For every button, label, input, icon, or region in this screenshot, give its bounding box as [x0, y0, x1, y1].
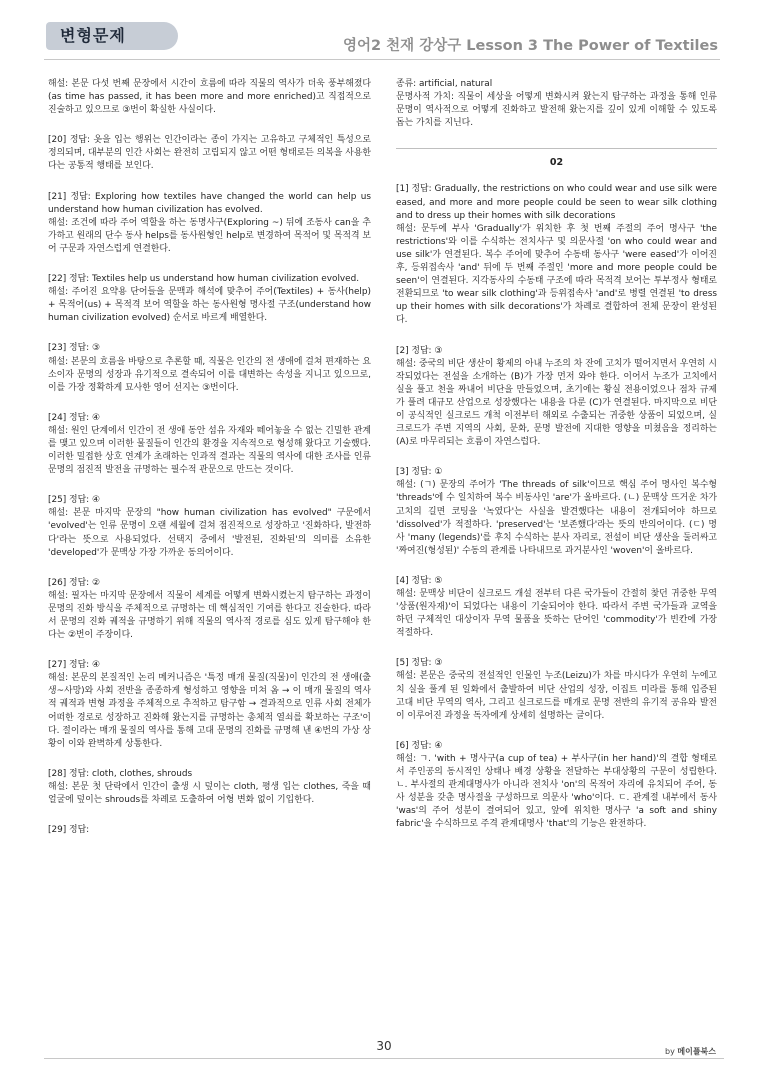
answer-block: [23] 정답: ③ 해설: 본문의 흐름을 바탕으로 추론할 때, 직물은 인간의 전 생애에 걸쳐 편재하는 요소이자 문명의 성장과 유기적으로 결속되어 이를 대변하는 속성을 지니고 있으므로, 이를 가장 정확하게 묘사한 영어 선지는 ③번이다. — [48, 343, 371, 393]
answer-block: [4] 정답: ⑤ 해설: 문맥상 비단이 실크로드 개설 전부터 다른 국가들이 간절히 찾던 귀중한 무역 '상품(원자재)'이 되었다는 내용이 기술되어야 한다. 따라서 주변 국가들과 교역을 하던 구체적인 대상이자 무역 물품을 뜻하는 단어인 'commodity'가 빈칸에 가장 적절하다. — [396, 575, 717, 639]
page-header-title: 영어2 천재 강상구 Lesson 3 The Power of Textiles — [342, 38, 718, 54]
answer-block: [21] 정답: Exploring how textiles have changed the world can help us understand how human civilization has evolved. 해설: 조건에 따라 주어 역할을 하는 동명사구(Exploring ~) 뒤에 조동사 can을 추가하고 원래의 단수 동사 helps를 동사원형인 help로 변경하여 목적어 및 목적격 보어 구문과 자연스럽게 연결한다. — [48, 191, 371, 254]
answer-block: [1] 정답: Gradually, the restrictions on who could wear and use silk were eased, and more and more people could be seen to wear silk clothing and to dress up their homes with silk decorations 해설: 문두에 부사 'Gradually'가 위치한 후 첫 번째 주절의 주어 명사구 'the restrictions'와 이를 수식하는 전치사구 및 의문사절 'on who could wear and use silk'가 연결된다. 복수 주어에 맞추어 수동태 동사구 'were eased'가 이어진 후, 등위접속사 'and' 뒤에 두 번째 주절인 'more and more people could be seen'이 연결된다. 지각동사의 수동태 구조에 따라 목적격 보어는 투부정사 형태로 전환되므로 'to wear silk clothing'과 등위접속사 'and'로 병렬 연결된 'to dress up their homes with silk decorations'가 차례로 결합하여 전체 문장이 완성된다. — [396, 184, 717, 326]
answer-block: [29] 정답: — [48, 825, 90, 836]
brand-prefix: by — [665, 1047, 675, 1056]
brand-name: 메이플북스 — [677, 1047, 716, 1056]
answer-block: [28] 정답: cloth, clothes, shrouds 해설: 본문 첫 단락에서 인간이 출생 시 덮이는 cloth, 평생 입는 clothes, 죽을 때 얼굴에 덮이는 shrouds를 차례로 도출하여 어형 변화 없이 기입한다. — [48, 768, 371, 806]
answer-block: [22] 정답: Textiles help us understand how human civilization evolved. 해설: 주어진 요약용 단어들을 문맥과 해석에 맞추어 주어(Textiles) + 동사(help) + 목적어(us) + 목적격 보어 역할을 하는 동사원형 명사절 구조(understand how human civilization evolved) 순서로 바르게 배열한다. — [48, 274, 371, 324]
answer-block: 종류: artificial, natural 문명사적 가치: 직물이 세상을 어떻게 변화시켜 왔는지 탐구하는 과정을 통해 인류 문명이 역사적으로 어떻게 진화하고 발전해 왔는지를 깊이 있게 이해할 수 있도록 돕는 가치를 지닌다. — [396, 79, 717, 129]
answer-block: [5] 정답: ③ 해설: 본문은 중국의 전설적인 인물인 누조(Leizu)가 차를 마시다가 우연히 누에고치 실을 풀게 된 일화에서 출발하여 비단 산업의 성장, 이집트 미라를 통해 입증된 고대 비단 무역의 역사, 그리고 실크로드를 매개로 문명 전반의 유기적 공유와 발전이 이루어진 과정을 독자에게 상세히 설명하는 글이다. — [396, 658, 717, 721]
answer-block: [24] 정답: ④ 해설: 원인 단계에서 인간이 전 생애 동안 섬유 자재와 떼어놓을 수 없는 긴밀한 관계를 맺고 있으며 이러한 물질들이 인간의 환경을 지속적으로 형성해 왔다고 기술했다. 이러한 밀접한 상호 연계가 초래하는 인과적 결과는 직물의 역사에 대한 조사를 인류 문명의 점진적 발전을 규명하는 필수적 관문으로 만드는 것이다. — [48, 412, 371, 476]
answer-block: [25] 정답: ④ 해설: 본문 마지막 문장의 "how human civilization has evolved" 구문에서 'evolved'는 인류 문명이 오랜 세월에 걸쳐 점진적으로 성장하고 '진화하다, 발전하다'라는 뜻으로 사용되었다. 선택지 중에서 '발전된, 진화된'의 의미를 소유한 'developed'가 문맥상 가장 가까운 동의어이다. — [48, 495, 371, 558]
section-heading: 02 — [396, 148, 717, 169]
footer-divider — [44, 1058, 724, 1059]
header-badge-label: 변형문제 — [60, 26, 126, 45]
page-number: 30 — [376, 1039, 392, 1053]
answer-block: [27] 정답: ④ 해설: 본문의 본질적인 논리 메커니즘은 '특정 매개 물질(직물)이 인간의 전 생애(출생~사망)와 사회 전반을 종종하게 형성하고 영향을 미쳐 옴 → 이 매개 물질의 역사적 궤적과 변형 과정을 주체적으로 추적하고 탐구함 → 결과적으로 인류 사회 전체가 어떠한 경로로 성장하고 진화해 왔는지를 규명하는 총체적 열쇠를 확보하는 구조'이다. 절이라는 매개 물질의 역사를 통해 고대 문명의 진화를 규명해 낸 ④번의 가상 상황이 이와 완벽하게 상통한다. — [48, 660, 371, 749]
answer-block: [20] 정답: 옷을 입는 행위는 인간이라는 종이 가지는 고유하고 구체적인 특성으로 정의되며, 대부분의 인간 사회는 완전히 고립되지 않고 어떤 형태로든 의복을 사용한다는 공통적 행태를 보인다. — [48, 135, 371, 172]
answer-block: [6] 정답: ④ 해설: ㄱ. 'with + 명사구(a cup of tea) + 부사구(in her hand)'의 결합 형태로서 주인공의 동시적인 상태나 배경 상황을 전달하는 부대상황의 구문이 성립한다. ㄴ. 부사절의 관계대명사가 아니라 전치사 'on'의 목적어 자리에 유치되어 주어, 동사 성분을 갖춘 명사절을 구성하므로 의문사 'who'이다. ㄷ. 관계절 내부에서 동사 'was'의 주어 성분이 결여되어 있고, 앞에 위치한 명사구 'a soft and shiny fabric'을 수식하므로 주격 관계대명사 'that'의 기능은 완전하다. — [396, 740, 717, 830]
answer-block: [2] 정답: ③ 해설: 중국의 비단 생산이 황제의 아내 누조의 차 잔에 고치가 떨어지면서 우연히 시작되었다는 전설을 소개하는 (B)가 가장 먼저 와야 한다. 이어서 누조가 고치에서 실을 풀고 천을 짜내어 비단을 만들었으며, 초기에는 황실 전용이었으나 점차 규제가 풀려 대규모 산업으로 성장했다는 내용을 다룬 (C)가 연결된다. 마지막으로 비단이 공식적인 실크로드 개척 이전부터 해외로 수출되는 귀중한 상품이 되었으며, 실크로드가 주변 지역의 사회, 문화, 문명 발전에 지대한 영향을 미쳤음을 정리하는 (A)로 마무리되는 흐름이 자연스럽다. — [396, 345, 717, 448]
right-column — [396, 78, 717, 849]
answer-block: [26] 정답: ② 해설: 필자는 마지막 문장에서 직물이 세계를 어떻게 변화시켰는지 탐구하는 과정이 문명의 진화 방식을 주체적으로 규명하는 데 핵심적인 기여를 한다고 진술한다. 따라서 문명의 진화 궤적을 규명하기 위해 직물의 역사적 경로를 심도 있게 탐구해야 한다는 ②번이 주장이다. — [48, 577, 371, 641]
answer-block: [3] 정답: ① 해설: (ㄱ) 문장의 주어가 'The threads of silk'이므로 핵심 주어 명사인 복수형 'threads'에 수 일치하여 복수 비동사인 'are'가 올바르다. (ㄴ) 문맥상 뜨거운 차가 고치의 길면 코팅을 '녹였다'는 사실을 발견했다는 내용이 전개되어야 하므로 'dissolved'가 적절하다. 'preserved'는 '보존했다'라는 뜻의 반의어이다. (ㄷ) 명사 'many (legends)'를 후치 수식하는 분사 자리로, 전설이 비단 생산을 둘러싸고 '짜여진(형성된)' 수동의 관계를 나타내므로 과거분사인 'woven'이 올바르다. — [396, 467, 717, 556]
answer-block: 해설: 본문 다섯 번째 문장에서 시간이 흐름에 따라 직물의 역사가 더욱 풍부해졌다(as time has passed, it has been more and more enriched)고 직접적으로 진술하고 있으므로 ③번이 확실한 사실이다. — [48, 79, 371, 116]
publisher-brand — [665, 1046, 716, 1057]
left-column — [48, 78, 371, 854]
header-divider — [44, 59, 720, 60]
